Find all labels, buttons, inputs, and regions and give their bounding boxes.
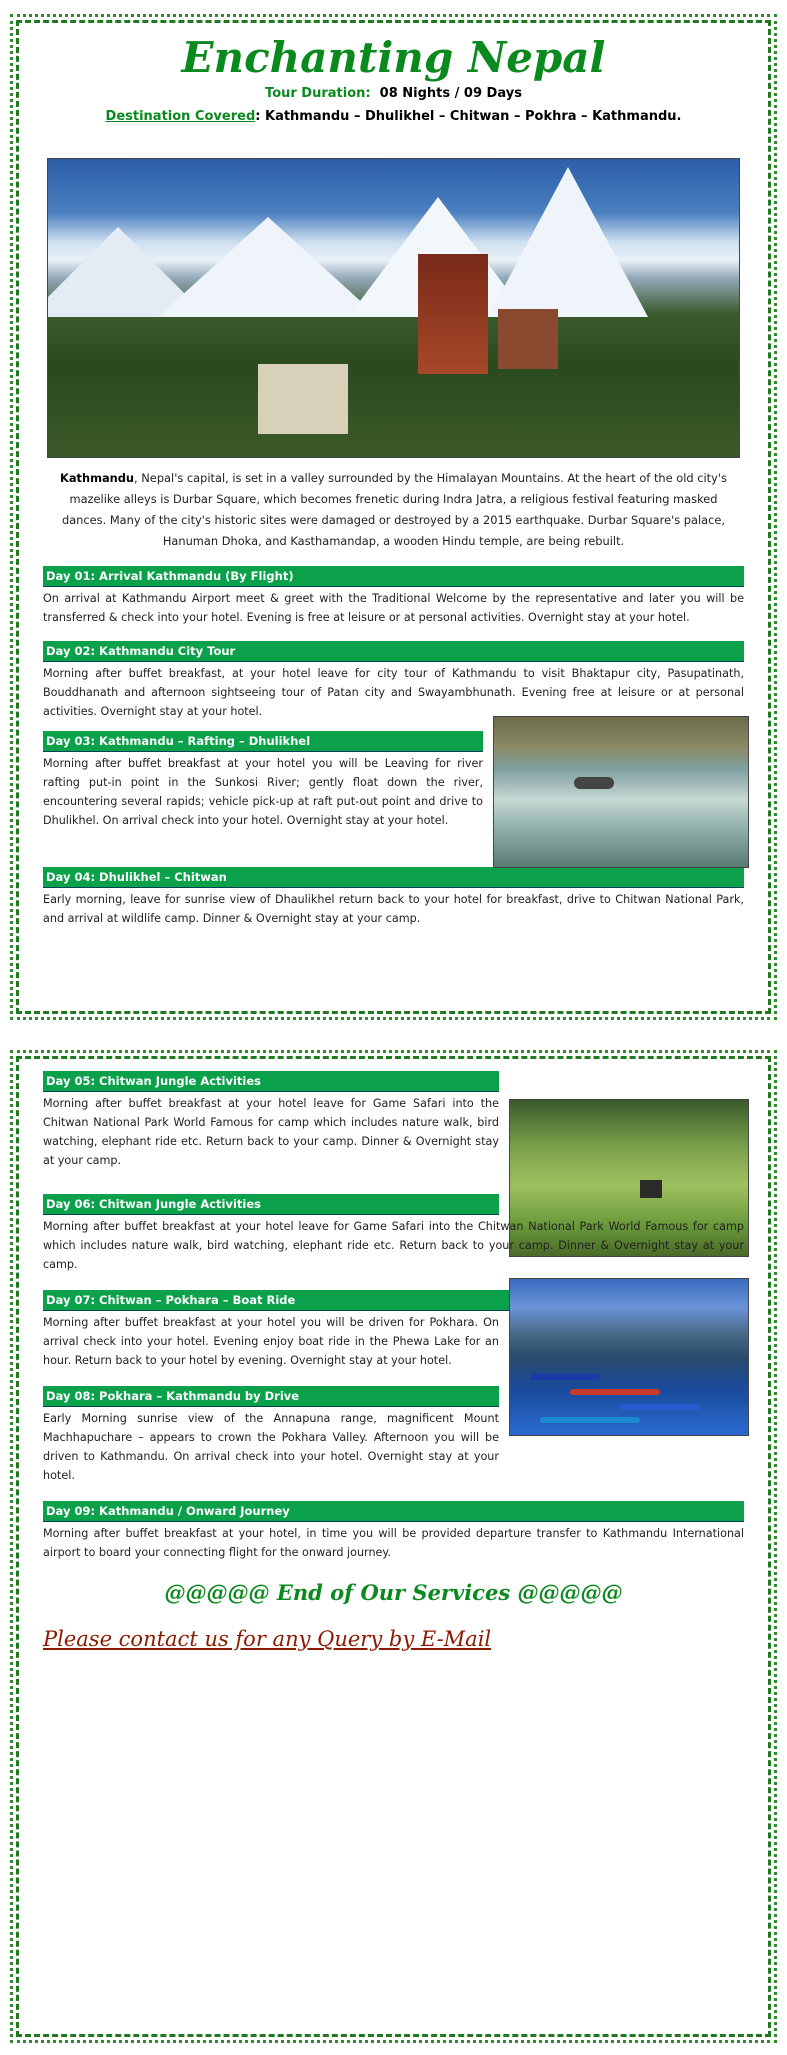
day-block bbox=[43, 566, 744, 627]
day-heading: Day 06: Chitwan Jungle Activities bbox=[43, 1194, 499, 1215]
duration-value: 08 Nights / 09 Days bbox=[379, 86, 522, 101]
day-heading: Day 04: Dhulikhel – Chitwan bbox=[43, 867, 744, 888]
day-description: Morning after buffet breakfast at your hotel you will be Leaving for river rafting put-in point in the Sunkosi River; gently float down the river, encountering several rapids; vehicle pick-up at raft put-out point and drive to Dhulikhel. On arrival check into your hotel. Overnight stay at your hotel. bbox=[43, 757, 483, 827]
page-title: Enchanting Nepal bbox=[181, 33, 606, 82]
phewa-lake-photo bbox=[509, 1278, 749, 1436]
end-of-services: @@@@@ End of Our Services @@@@@ bbox=[164, 1580, 623, 1605]
building bbox=[258, 364, 348, 434]
destinations-label: Destination Covered bbox=[105, 109, 256, 124]
kathmandu-hero-image bbox=[47, 158, 740, 458]
pagoda-tower bbox=[418, 254, 488, 374]
day-description: Early morning, leave for sunrise view of Dhaulikhel return back to your hotel for breakfast, drive to Chitwan National Park, and arrival at wildlife camp. Dinner & Overnight stay at your camp. bbox=[43, 893, 744, 925]
day-block bbox=[43, 1194, 744, 1274]
day-block bbox=[43, 641, 744, 721]
day-description: Morning after buffet breakfast at your hotel, in time you will be provided departure transfer to Kathmandu International airport to board your connecting flight for the onward journey. bbox=[43, 1527, 744, 1559]
raft-boat bbox=[574, 777, 614, 789]
destinations bbox=[43, 109, 744, 124]
day-heading: Day 07: Chitwan – Pokhara – Boat Ride bbox=[43, 1290, 744, 1311]
day-block bbox=[43, 731, 744, 851]
boat bbox=[620, 1404, 700, 1410]
day-description: Morning after buffet breakfast at your hotel you will be driven for Pokhara. On arrival check into your hotel. Evening enjoy boat ride in the Phewa Lake for an hour. Return back to your hotel by evening. Overnight stay at your hotel. bbox=[43, 1316, 499, 1367]
day-heading: Day 09: Kathmandu / Onward Journey bbox=[43, 1501, 744, 1522]
day-block bbox=[43, 867, 744, 928]
rafting-photo bbox=[493, 716, 749, 868]
contact-email-link[interactable]: Please contact us for any Query by E-Mail bbox=[43, 1627, 492, 1651]
duration-label: Tour Duration: bbox=[265, 86, 371, 101]
itinerary-page-1 bbox=[10, 14, 777, 1020]
boat bbox=[540, 1417, 640, 1423]
intro-text: , Nepal's capital, is set in a valley surrounded by the Himalayan Mountains. At the heart of the old city's mazelike alleys is Durbar Square, which becomes frenetic during Indra Jatra, a religious festival featuring masked dances. Many of the city's historic sites were damaged or destroyed by a 2015 earthquake. Durbar Square's palace, Hanuman Dhoka, and Kasthamandap, a wooden Hindu temple, are being rebuilt. bbox=[61, 471, 727, 548]
day-block bbox=[43, 1501, 744, 1562]
destinations-value: : Kathmandu – Dhulikhel – Chitwan – Pokhra – Kathmandu. bbox=[255, 109, 682, 124]
mountain-peak bbox=[488, 167, 648, 317]
day-description: On arrival at Kathmandu Airport meet & greet with the Traditional Welcome by the representative and later you will be transferred & check into your hotel. Evening is free at leisure or at personal activities. Overnight stay at your hotel. bbox=[43, 592, 744, 624]
itinerary-page-2 bbox=[10, 1050, 777, 2043]
kathmandu-intro bbox=[47, 468, 740, 552]
day-description: Morning after buffet breakfast, at your hotel leave for city tour of Kathmandu to visit Bhaktapur city, Pasupatinath, Bouddhanath and afternoon sightseeing tour of Patan city and Swayambhunath. Evening free at leisure or at personal activities. Overnight stay at your hotel. bbox=[43, 667, 744, 718]
day-heading: Day 08: Pokhara – Kathmandu by Drive bbox=[43, 1386, 499, 1407]
day-heading: Day 05: Chitwan Jungle Activities bbox=[43, 1071, 499, 1092]
day-description: Morning after buffet breakfast at your hotel leave for Game Safari into the Chitwan National Park World Famous for camp which includes nature walk, bird watching, elephant ride etc. Return back to your camp. Dinner & Overnight stay at your camp. bbox=[43, 1220, 744, 1271]
day-description: Morning after buffet breakfast at your hotel leave for Game Safari into the Chitwan National Park World Famous for camp which includes nature walk, bird watching, elephant ride etc. Return back to your camp. Dinner & Overnight stay at your camp. bbox=[43, 1097, 499, 1167]
building bbox=[498, 309, 558, 369]
day-heading: Day 02: Kathmandu City Tour bbox=[43, 641, 744, 662]
day-heading: Day 01: Arrival Kathmandu (By Flight) bbox=[43, 566, 744, 587]
intro-bold: Kathmandu bbox=[60, 471, 135, 485]
day-description: Early Morning sunrise view of the Annapuna range, magnificent Mount Machhapuchare – appears to crown the Pokhara Valley. Afternoon you will be driven to Kathmandu. On arrival check into your hotel. Overnight stay at your hotel. bbox=[43, 1412, 499, 1482]
boat bbox=[570, 1389, 660, 1395]
boat bbox=[530, 1374, 600, 1380]
mountain-peak bbox=[158, 217, 378, 317]
day-heading: Day 03: Kathmandu – Rafting – Dhulikhel bbox=[43, 731, 483, 752]
tour-duration bbox=[43, 86, 744, 101]
